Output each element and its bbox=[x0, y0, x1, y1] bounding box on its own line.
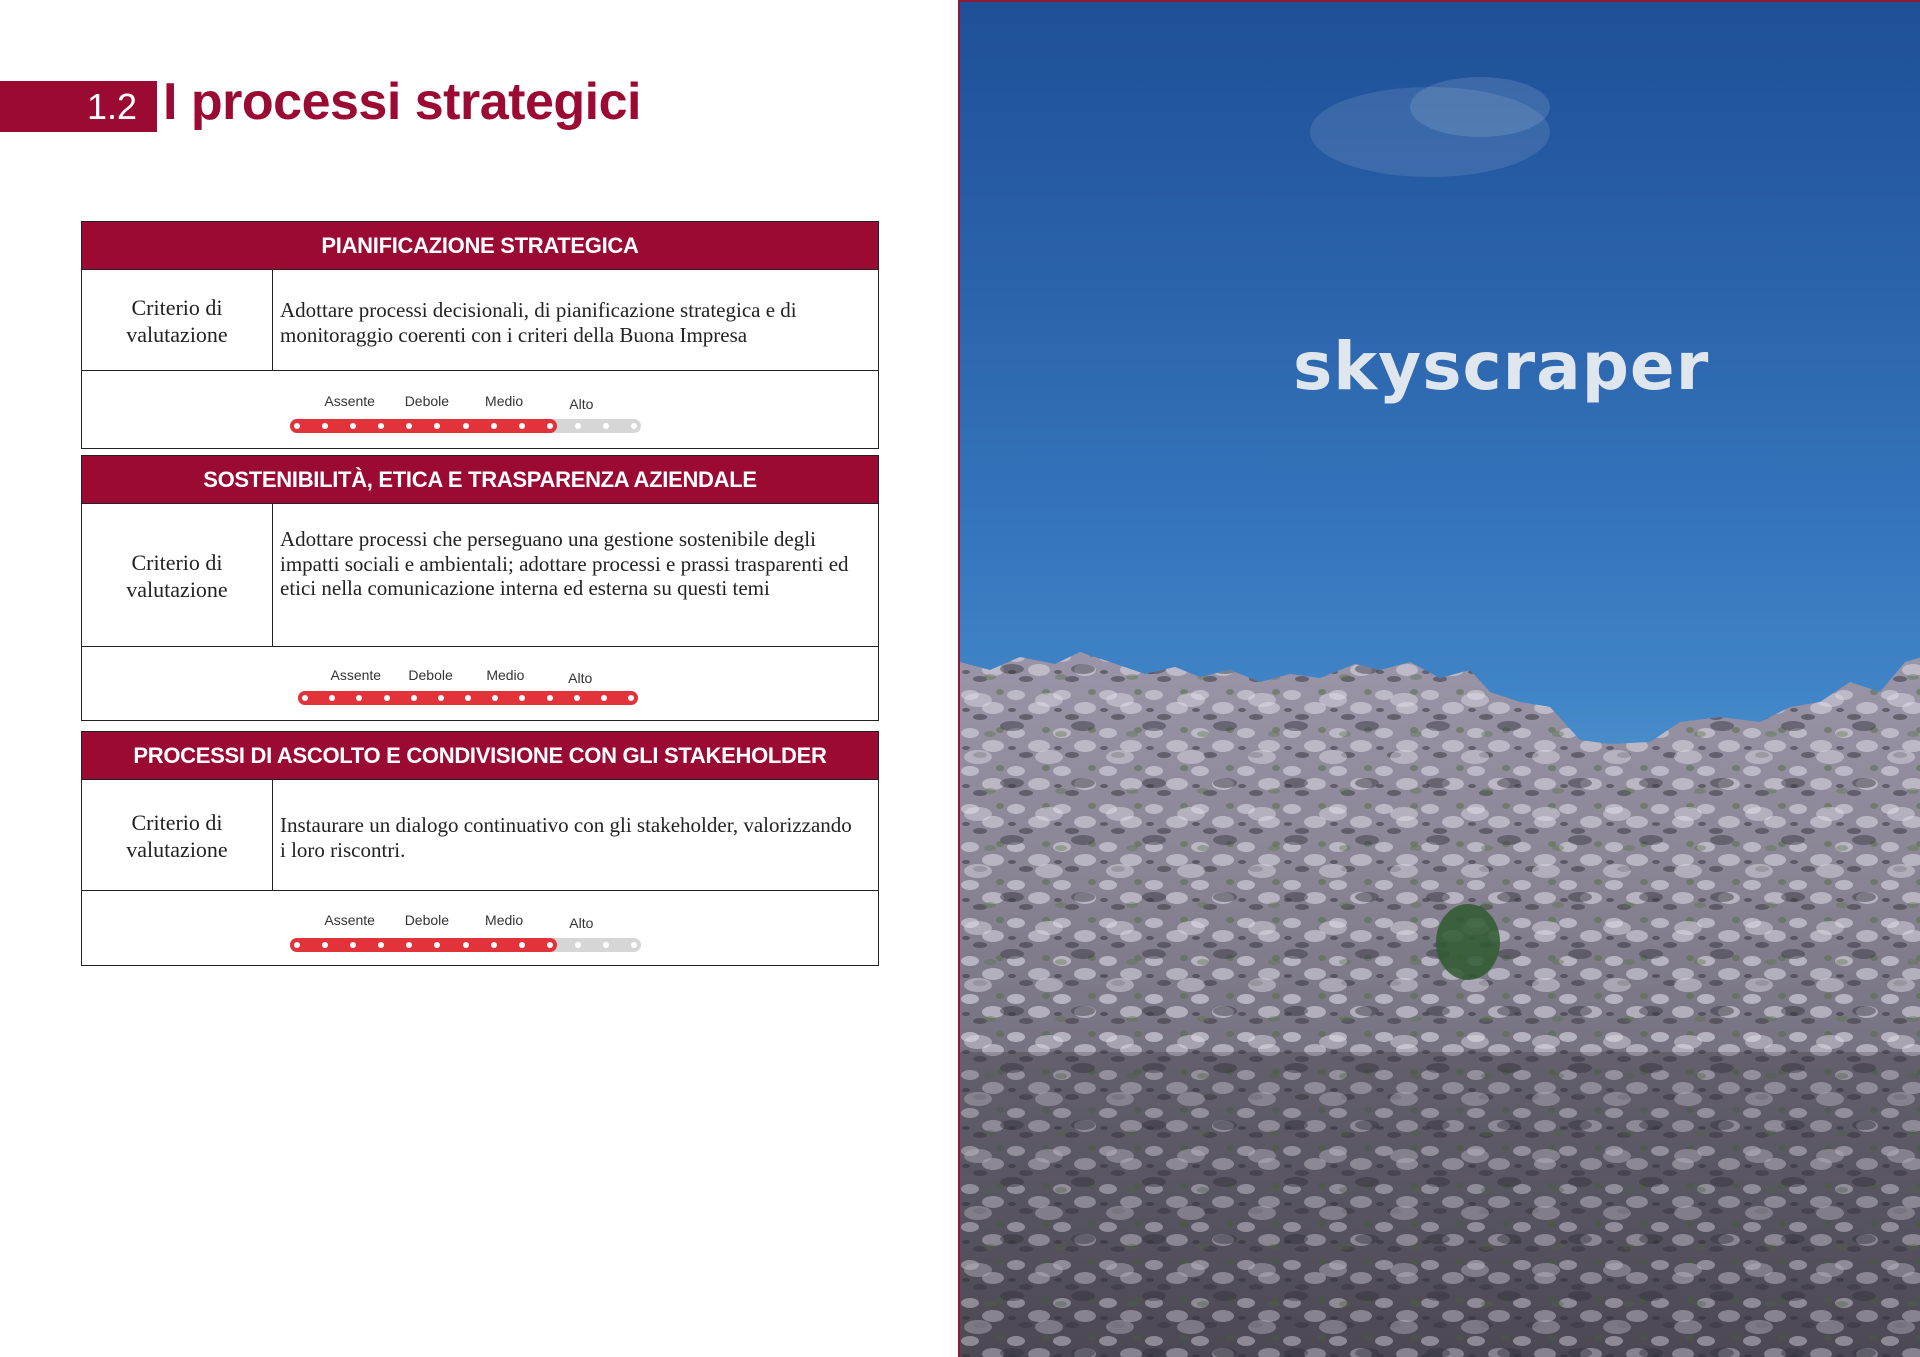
criterion-label bbox=[82, 504, 273, 646]
rating-label-medio: Medio bbox=[485, 912, 524, 928]
rating-scale bbox=[82, 371, 878, 448]
rating-scale bbox=[82, 891, 878, 965]
rating-step-dot bbox=[631, 423, 637, 429]
rating-step-dot bbox=[631, 942, 637, 948]
rating-label-alto: Alto bbox=[569, 396, 594, 412]
rating-label-assente: Assente bbox=[324, 393, 375, 409]
rating-label-assente: Assente bbox=[330, 667, 382, 683]
rating-step-dot bbox=[519, 423, 525, 429]
criterion-row bbox=[82, 779, 878, 890]
rating-step-dot bbox=[574, 695, 580, 701]
rating-row bbox=[82, 646, 878, 720]
rating-step-dot bbox=[302, 695, 308, 701]
rating-step-dot bbox=[603, 942, 609, 948]
rating-label-medio: Medio bbox=[485, 393, 524, 409]
section-number: 1.2 bbox=[0, 81, 157, 132]
rating-step-dot bbox=[491, 423, 497, 429]
criterion-label bbox=[82, 780, 273, 890]
rating-step-dot bbox=[547, 942, 553, 948]
rating-fill bbox=[290, 938, 557, 952]
rating-step-dot bbox=[628, 695, 634, 701]
card-processi-ascolto-stakeholder bbox=[81, 731, 879, 966]
criterion-label bbox=[82, 270, 273, 370]
rating-track bbox=[290, 419, 641, 433]
rating-step-dot bbox=[547, 423, 553, 429]
rating-track bbox=[298, 691, 638, 705]
rating-step-dot bbox=[491, 942, 497, 948]
rating-step-dot bbox=[411, 695, 417, 701]
rating-step-dot bbox=[438, 695, 444, 701]
criterion-label-line2: valutazione bbox=[126, 837, 228, 862]
rating-label-medio: Medio bbox=[486, 667, 525, 683]
rating-label-debole: Debole bbox=[404, 393, 450, 409]
rating-step-dot bbox=[463, 423, 469, 429]
card-pianificazione-strategica bbox=[81, 221, 879, 449]
criterion-text: Instaurare un dialogo continuativo con gli stakeholder, valorizzando i loro riscontri. bbox=[280, 813, 852, 862]
rating-step-dot bbox=[575, 942, 581, 948]
rating-step-dot bbox=[575, 423, 581, 429]
card-title: PIANIFICAZIONE STRATEGICA bbox=[82, 222, 878, 269]
rating-step-dot bbox=[547, 695, 553, 701]
rating-label-alto: Alto bbox=[569, 915, 594, 931]
rating-step-dot bbox=[463, 942, 469, 948]
rating-row bbox=[82, 890, 878, 965]
criterion-text: Adottare processi che perseguano una gestione sostenibile degli impatti sociali e ambientali; adottare processi e prassi trasparenti ed etici nella comunicazione interna ed esterna su questi temi bbox=[280, 527, 849, 600]
cover-title: skyscraper bbox=[1293, 328, 1710, 405]
card-sostenibilita-etica-trasparenza bbox=[81, 455, 879, 721]
rating-label-debole: Debole bbox=[404, 912, 450, 928]
criterion-row bbox=[82, 269, 878, 370]
rating-fill bbox=[290, 419, 557, 433]
criterion-label-line2: valutazione bbox=[126, 322, 228, 347]
rocky-landscape-illustration bbox=[960, 2, 1920, 1357]
rating-step-dot bbox=[601, 695, 607, 701]
rating-label-assente: Assente bbox=[324, 912, 375, 928]
rating-label-debole: Debole bbox=[408, 667, 453, 683]
rating-step-dot bbox=[294, 423, 300, 429]
criterion-label-line1: Criterio di bbox=[131, 550, 223, 575]
rating-track bbox=[290, 938, 641, 952]
rating-row bbox=[82, 370, 878, 448]
rating-label-alto: Alto bbox=[568, 670, 593, 686]
criterion-label-line1: Criterio di bbox=[131, 295, 223, 320]
rating-step-dot bbox=[465, 695, 471, 701]
cover-image bbox=[958, 0, 1920, 1357]
criterion-text: Adottare processi decisionali, di pianificazione strategica e di monitoraggio coerenti con i criteri della Buona Impresa bbox=[280, 298, 797, 347]
rating-step-dot bbox=[603, 423, 609, 429]
rating-step-dot bbox=[294, 942, 300, 948]
card-title: SOSTENIBILITÀ, ETICA E TRASPARENZA AZIENDALE bbox=[82, 456, 878, 503]
rating-step-dot bbox=[519, 942, 525, 948]
card-title: PROCESSI DI ASCOLTO E CONDIVISIONE CON GLI STAKEHOLDER bbox=[82, 732, 878, 779]
criterion-label-line1: Criterio di bbox=[131, 810, 223, 835]
rating-step-dot bbox=[384, 695, 390, 701]
criterion-label-line2: valutazione bbox=[126, 577, 228, 602]
page-title: I processi strategici bbox=[163, 73, 641, 131]
rating-scale bbox=[82, 647, 878, 720]
criterion-row bbox=[82, 503, 878, 646]
